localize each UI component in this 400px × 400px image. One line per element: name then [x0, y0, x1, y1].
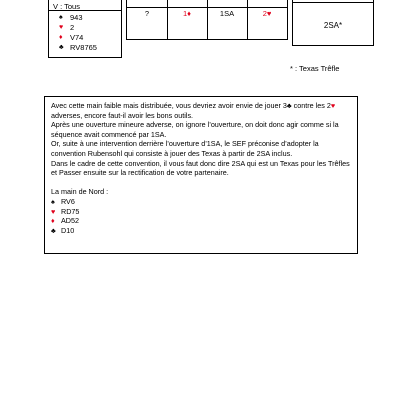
explanation-box [44, 96, 358, 254]
north-hand-row [51, 207, 351, 217]
north-hand-row [51, 197, 351, 207]
answer-header [293, 0, 373, 3]
bid-east: 2♥ [262, 9, 272, 18]
bid-south: ? [144, 9, 150, 18]
hand-cards-hearts: 2 [70, 23, 75, 32]
paragraph: Après une ouverture mineure adverse, on ignore l’ouverture, on doit donc agir comme si la séquence avait commencé par 1SA. [51, 120, 339, 139]
north-cards-hearts: RD75 [61, 206, 80, 216]
heart-icon: ♥ [59, 24, 64, 31]
north-cards-diamonds: AD52 [61, 216, 79, 226]
hand-row-diamonds [59, 33, 97, 43]
club-icon: ♣ [59, 44, 64, 51]
north-hand-title: La main de Nord : [51, 187, 109, 197]
north-cards-spades: RV6 [61, 196, 75, 206]
hand-cards-diamonds: V74 [70, 33, 84, 42]
answer-bid: 2SA* [323, 21, 343, 30]
club-icon: ♣ [51, 225, 56, 235]
spade-icon: ♠ [59, 14, 63, 21]
north-hand-row [51, 226, 351, 236]
bid-north: 1SA [219, 9, 235, 18]
north-hand-row [51, 216, 351, 226]
answer-box [292, 0, 374, 46]
hand-cards-spades: 943 [70, 13, 83, 22]
hand-row-spades [59, 13, 97, 23]
bidding-table [126, 0, 288, 40]
hand-row-hearts [59, 23, 97, 33]
heart-icon: ♥ [51, 206, 56, 216]
paragraph: Avec cette main faible mais distribuée, vous devriez avoir envie de jouer 3♣ contre les 2♥ adverses, encore faut-il avoir les bons outils. [51, 101, 336, 120]
spade-icon: ♠ [51, 196, 55, 206]
north-cards-clubs: D10 [61, 225, 75, 235]
spacer [51, 178, 351, 188]
hand-rows [59, 13, 97, 53]
paragraph: Or, suite à une intervention derrière l’ouverture d’1SA, le SEF préconise d’adopter la convention Rubensohl qui consiste à jouer des Texas à partir de 2SA inclus. [51, 139, 319, 158]
hand-row-clubs [59, 43, 97, 53]
footnote: * : Texas Trêfle [290, 64, 340, 73]
paragraph: Dans le cadre de cette convention, il vous faut donc dire 2SA qui est un Texas pour les Trêfles et Passer ensuite sur la rectification de votre partenaire. [51, 158, 350, 178]
diamond-icon: ♦ [59, 34, 63, 41]
hand-box [48, 0, 122, 58]
bid-west: 1♦ [183, 9, 191, 18]
hand-cards-clubs: RV8765 [70, 43, 97, 52]
diamond-icon: ♦ [51, 216, 55, 226]
heart-icon: ♥ [330, 101, 336, 110]
vulnerability-label: V : Tous [49, 0, 121, 11]
